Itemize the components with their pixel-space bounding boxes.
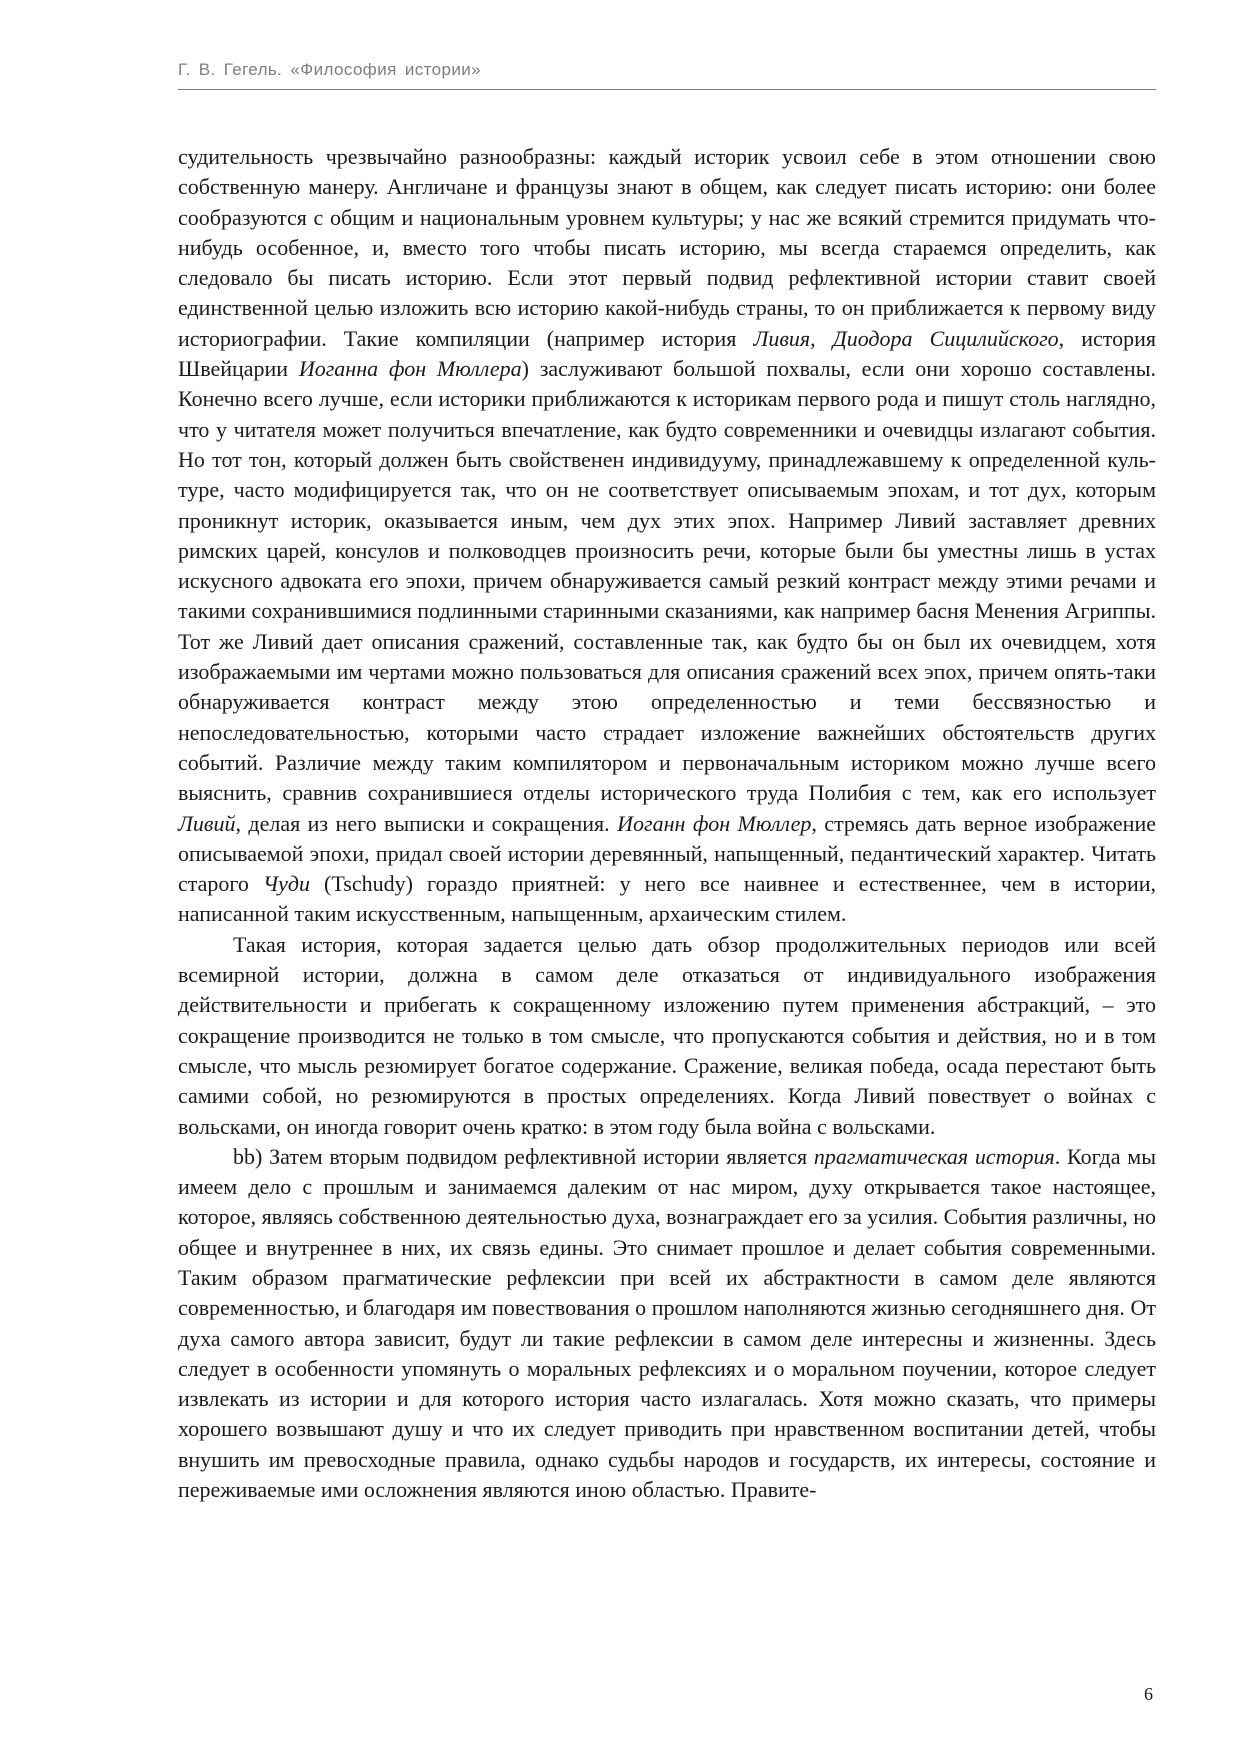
text-run: (Tschudy) гораздо приятней: у него все наивнее и естественнее, чем в истории, написанной таким искусственным, напыщенным, архаическим стилем. [178,871,1157,927]
text-run: судительность чрезвычайно разнообразны: каждый историк усвоил себе в этом отношении свою собственную манеру. Англичане и французы знают в общем, как следует писать историю: они более сообразуются с общим и национальным уровнем культуры; у нас же всякий стремится придумать что-нибудь особенное, и, вместо того чтобы писать историю, мы всегда стараемся определить, как следовало бы писать историю. Если этот первый подвид рефлективной истории ставит своей единственной целью изложить всю историю какой-нибудь страны, то он приближается к первому виду историографии. Такие компиляции (например история [178,144,1156,351]
text-run: , история Швейцарии [178,325,1156,382]
italic-run: Ливия, Диодора Сицилийского [753,325,1059,351]
text-run: . Когда мы имеем дело с прошлым и занимаемся далеким от нас миром, духу открывается такое настоящее, которое, являясь собственною деятельностью духа, вознаграждает его за усилия. События различны, но общее и внутреннее в них, их связь едины. Это снимает прошлое и делает события современными. Таким образом прагматические рефлексии при всей их абстрактности в самом деле являются современностью, и благодаря им повествования о прошлом наполняются жизнью сегодняшнего дня. От духа самого автора зависит, будут ли такие рефлексии в самом деле интересны и жизненны. Здесь следует в особенности упомянуть о моральных рефлексиях и о моральном поучении, которое следует извлекать из истории и для которого история часто излагалась. Хотя можно сказать, что примеры хорошего возвышают душу и что их следует приводить при нравственном воспитании детей, чтобы внушить им превосходные правила, однако судьбы народов и государств, их интересы, состояние и переживаемые ими осложнения являются иною областью. Правите- [178,1143,1157,1503]
italic-run: Иоганн фон Мюллер [617,810,812,836]
body-text [178,142,1156,1505]
text-run: , стремясь дать верное изображение описываемой эпохи, придал своей истории деревянный, напыщенный, педантический характер. Читать старого [178,810,1156,897]
page-number: 6 [1144,1684,1153,1704]
running-title: Г. В. Гегель. «Философия истории» [178,60,481,79]
text-run: bb) Затем вторым подвидом рефлективной истории является [233,1143,814,1169]
text-run: ) заслуживают большой похвалы, если они хорошо составлены. Конечно всего лучше, если историки приближаются к историкам первого рода и пишут столь наглядно, что у читателя может получиться впечатление, как будто современники и очевидцы излагают события. Но тот тон, который должен быть свойственен индивидууму, принадлежавшему к определенной культуре, часто модифицируется так, что он не соответствует описываемым эпохам, и тот дух, которым проникнут историк, оказывается иным, чем дух этих эпох. Например Ливий заставляет древних римских царей, консулов и полководцев произносить речи, которые были бы уместны лишь в устах искусного адвоката его эпохи, причем обнаруживается самый резкий контраст между этими речами и такими сохранившимися подлинными старинными сказаниями, как например басня Менения Агриппы. Тот же Ливий дает описания сражений, составленные так, как будто бы он был их очевидцем, хотя изображаемыми им чертами можно пользоваться для описания сражений всех эпох, причем опять-таки обнаруживается контраст между этою определенностью и теми бессвязностью и непоследовательностью, которыми часто страдает изложение важнейших обстоятельств других событий. Различие между таким компилятором и первоначальным историком можно лучше всего выяснить, сравнив сохранившиеся отделы исторического труда Полибия с тем, как его использует [178,356,1156,806]
italic-run: Ливий [178,810,236,836]
body-paragraph [178,142,1156,930]
page-header [178,56,1156,90]
italic-run: Чуди [262,871,310,897]
italic-run: Иоганна фон Мюллера [298,356,522,382]
body-paragraph [178,930,1156,1142]
text-run: , делая из него выписки и сокращения. [235,810,618,836]
body-paragraph [178,1142,1156,1506]
text-run: Такая история, которая задается целью дать обзор продолжительных периодов или всей всемирной истории, должна в самом деле отказаться от индивидуального изображения действительности и прибегать к сокращенному изложению путем применения абстракций, – это сокращение производится не только в том смысле, что пропускаются события и действия, но и в том смысле, что мысль резюмирует богатое содержание. Сражение, великая победа, осада перестают быть самими собой, но резюмируются в простых определениях. Когда Ливий повествует о войнах с вольсками, он иногда говорит очень кратко: в этом году была война с вольсками. [178,931,1156,1139]
italic-run: прагматическая история [813,1143,1055,1169]
